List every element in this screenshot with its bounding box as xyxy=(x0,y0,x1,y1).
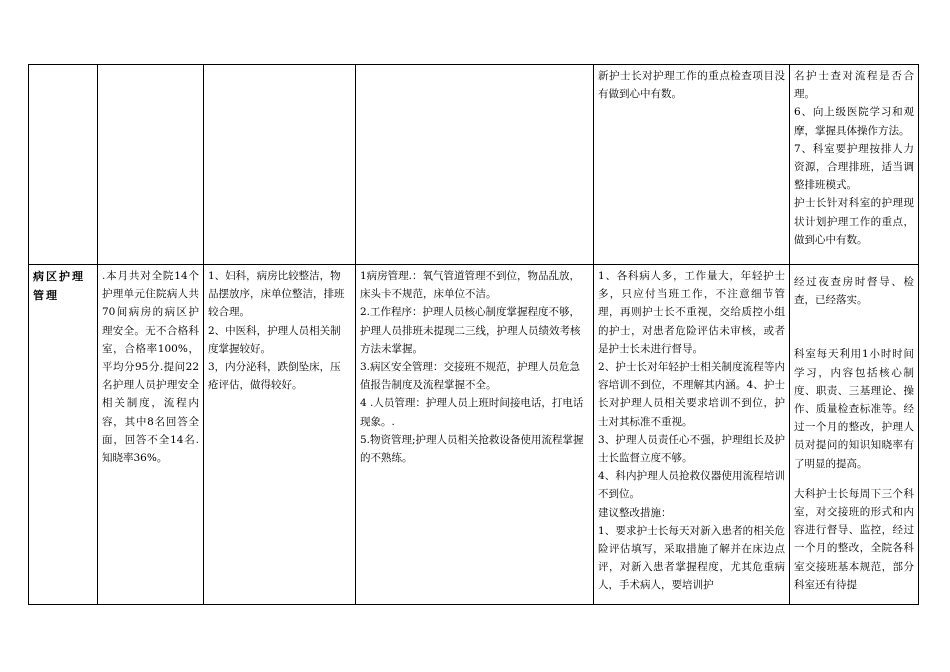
row2-cause-item: 2、护士长对年轻护士相关制度流程等内容培训不到位，不理解其内涵。4、护士长对护理人员相关要求培训不到位，护士对其标准不重视。 xyxy=(598,361,785,428)
row2-check-result-text: .本月共对全院14个护理单元住院病人共70间病房的病区护理安全。无不合格科室，合格率100%，平均分95分.提问22名护理人员护理安全相关制度，流程内容，其中8名回答全面，回答不全14名.知晓率36%。 xyxy=(102,270,199,465)
row2-check-result-cell xyxy=(98,265,204,605)
paragraph-spacer xyxy=(794,309,914,345)
row2-cause-item: 1、各科病人多，工作量大，年轻护士多，只应付当班工作，不注意细节管理，再则护士长不重视，交给质控小组的护士，对患者危险评估未审核，或者是护士长未进行督导。 xyxy=(598,270,785,355)
row2-measures-heading: 建议整改措施： xyxy=(598,506,672,519)
category-label: 病区护理管理 xyxy=(33,270,85,302)
row2-followup-cell xyxy=(790,265,919,605)
row1-followup-paragraph: 名护士查对流程是否合理。 xyxy=(794,70,914,101)
row1-followup-paragraph: 7、科室要护理按排人力资源，合理排班，适当调整排班模式。 xyxy=(794,142,914,192)
row2-followup-paragraph: 经过夜查房时督导、检查，已经落实。 xyxy=(794,276,914,307)
row2-problem-item: 2.工作程序：护理人员核心制度掌握程度不够，护理人员排班未提现二三线，护理人员绩效考核方法未掌握。 xyxy=(360,306,581,355)
row2-strength-item: 1、妇科，病房比较整洁，物品摆放序，床单位整洁，排班较合理。 xyxy=(208,270,345,319)
row1-followup-paragraph: 护士长针对科室的护理现状计划护理工作的重点，做到心中有数。 xyxy=(794,197,914,246)
row1-strengths-cell xyxy=(204,65,356,265)
row1-cause-paragraph: 新护士长对护理工作的重点检查项目没有做到心中有数。 xyxy=(598,70,785,101)
row2-cause-item: 3、护理人员责任心不强，护理组长及护士长监督立度不够。 xyxy=(598,433,785,465)
row1-problems-cell xyxy=(356,65,594,265)
row1-followup-paragraph: 6、向上级医院学习和观摩，掌握具体操作方法。 xyxy=(794,106,914,137)
report-table xyxy=(28,64,919,605)
row2-problems-cell xyxy=(356,265,594,605)
row1-followup-cell xyxy=(790,65,919,265)
row2-strength-item: 3，内分泌科，跌倒坠床，压疮评估，做得较好。 xyxy=(208,361,341,392)
row2-strengths-cell xyxy=(204,265,356,605)
row1-check-result-cell xyxy=(98,65,204,265)
row2-cause-item: 4、科内护理人员抢救仪器使用流程培训不到位。 xyxy=(598,470,785,501)
paragraph-spacer xyxy=(794,473,914,485)
row2-problem-item: 5.物资管理;护理人员相关抢救设备使用流程掌握的不熟练。 xyxy=(360,433,584,465)
table-row xyxy=(29,65,919,265)
row2-measure-item: 1、要求护士长每天对新入患者的相关危险评估填写，采取措施了解并在床边点评，对新入患者掌握程度，尤其危重病人，手术病人，要培训护 xyxy=(598,524,785,592)
row2-followup-paragraph: 科室每天利用1小时时间学习，内容包括核心制度、职责、三基理论、操作、质量检查标准等。经过一个月的整改，护理人员对提问的知识知晓率有了明显的提高。 xyxy=(794,348,914,470)
row2-problem-item: 4 .人员管理：护理人员上班时间接电话，打电话现象。. xyxy=(360,397,584,428)
row2-followup-paragraph: 大科护士长每周下三个科室，对交接班的形式和内容进行督导、监控，经过一个月的整改，全院各科室交接班基本规范，部分科室还有待提 xyxy=(794,487,914,591)
row1-category-cell xyxy=(29,65,98,265)
row2-cause-analysis-cell xyxy=(594,265,790,605)
row2-problem-item: 1病房管理.：氧气管道管理不到位，物品乱放，床头卡不规范，床单位不洁。 xyxy=(360,270,581,301)
table-row xyxy=(29,265,919,605)
row2-category-cell xyxy=(29,265,98,605)
row1-cause-analysis-cell xyxy=(594,65,790,265)
row2-strength-item: 2、中医科，护理人员相关制度掌握较好。 xyxy=(208,324,341,355)
row2-problem-item: 3.病区安全管理：交接班不规范，护理人员危急值报告制度及流程掌握不全。 xyxy=(360,361,581,392)
